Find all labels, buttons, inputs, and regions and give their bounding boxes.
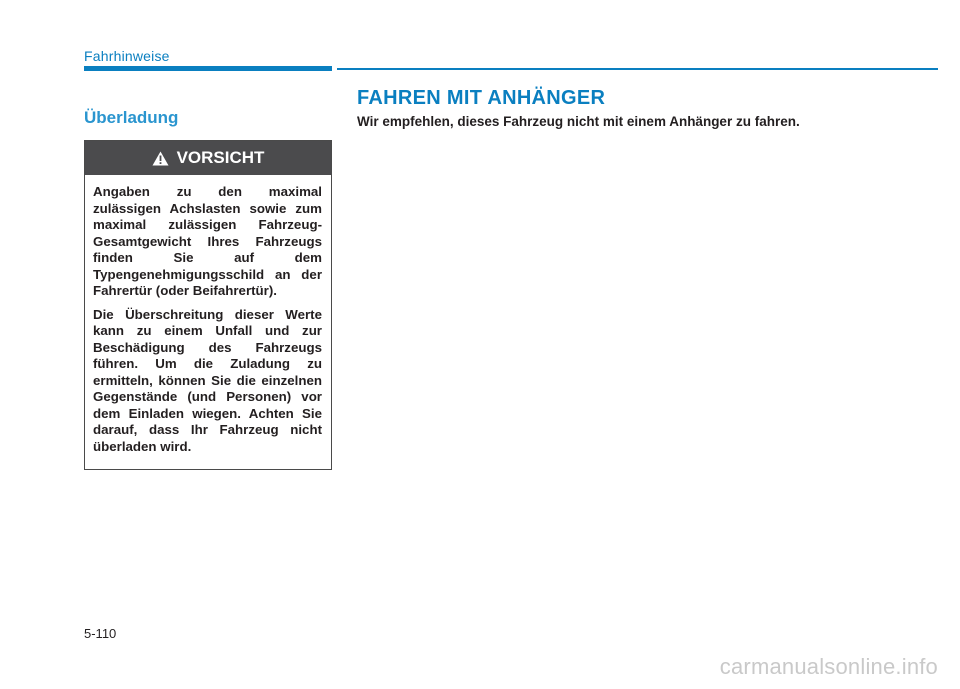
watermark: carmanualsonline.info <box>719 654 938 679</box>
trailer-text: Wir empfehlen, dieses Fahrzeug nicht mit einem Anhänger zu fahren. <box>357 114 800 129</box>
caution-header <box>85 141 331 175</box>
caution-title: VORSICHT <box>176 148 265 167</box>
caution-paragraph: Die Überschreitung dieser Werte kann zu einem Unfall und zur Beschädigung des Fahrzeugs führen. Um die Zuladung zu ermitteln, können Sie die einzelnen Gegenstände (und Personen) vor dem Einladen wiegen. Achten Sie darauf, dass Ihr Fahrzeug nicht überladen wird. <box>93 306 322 454</box>
caution-body <box>85 175 331 455</box>
section-header-title: Fahrhinweise <box>84 48 170 64</box>
header-rule-thin <box>337 68 938 70</box>
page-number: 5-110 <box>84 626 117 641</box>
warning-triangle-icon <box>152 151 169 166</box>
trailer-heading: FAHREN MIT ANHÄNGER <box>357 87 606 109</box>
header-rule-thick <box>84 66 332 71</box>
overload-heading: Überladung <box>84 108 179 127</box>
caution-paragraph: Angaben zu den maximal zulässigen Achslasten sowie zum maximal zulässigen Fahrzeug-Gesamtgewicht Ihres Fahrzeugs finden Sie auf dem Typengenehmigungsschild an der Fahrertür (oder Beifahrertür). <box>93 184 322 298</box>
caution-box <box>84 140 332 470</box>
